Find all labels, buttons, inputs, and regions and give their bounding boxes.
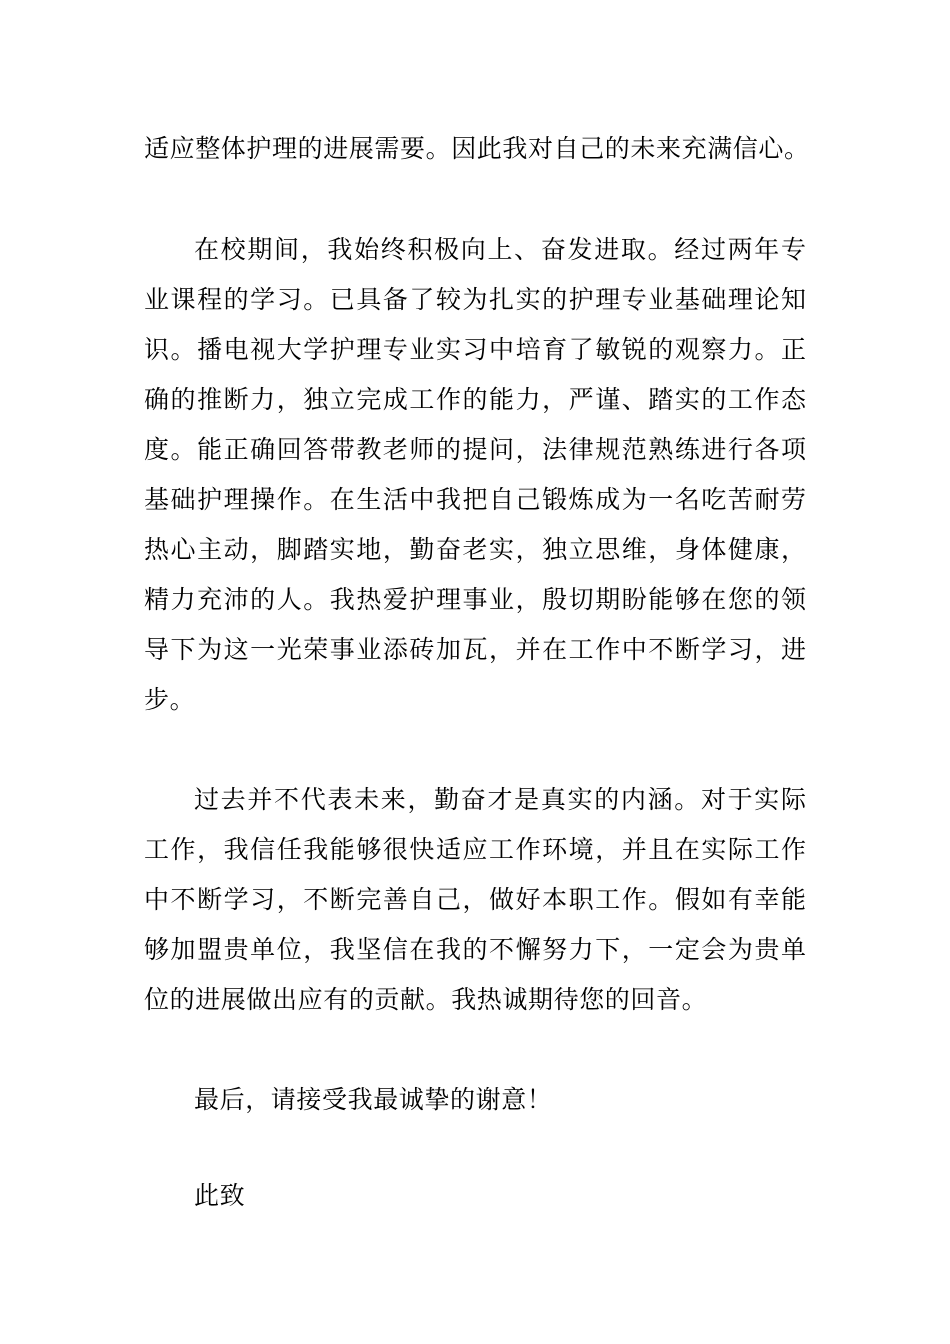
paragraph-2-line-5: 度。能正确回答带教老师的提问，法律规范熟练进行各项: [144, 435, 806, 464]
paragraph-2-line-3: 识。播电视大学护理专业实习中培育了敏锐的观察力。正: [144, 335, 806, 364]
paragraph-3-line-3: 中不断学习，不断完善自己，做好本职工作。假如有幸能: [144, 885, 806, 914]
paragraph-2-line-4: 确的推断力，独立完成工作的能力，严谨、踏实的工作态: [144, 385, 806, 414]
paragraph-3-line-5: 位的进展做出应有的贡献。我热诚期待您的回音。: [144, 985, 708, 1014]
paragraph-2-line-7: 热心主动，脚踏实地，勤奋老实，独立思维，身体健康，: [144, 535, 806, 564]
closing-thanks: 最后，请接受我最诚挚的谢意！: [194, 1085, 553, 1114]
paragraph-2-line-8: 精力充沛的人。我热爱护理事业，殷切期盼能够在您的领: [144, 585, 806, 614]
paragraph-3-line-4: 够加盟贵单位，我坚信在我的不懈努力下，一定会为贵单: [144, 935, 806, 964]
paragraph-2-line-2: 业课程的学习。已具备了较为扎实的护理专业基础理论知: [144, 285, 806, 314]
paragraph-2-line-1: 在校期间，我始终积极向上、奋发进取。经过两年专: [194, 235, 806, 264]
paragraph-3-line-1: 过去并不代表未来，勤奋才是真实的内涵。对于实际: [194, 785, 806, 814]
paragraph-2-line-6: 基础护理操作。在生活中我把自己锻炼成为一名吃苦耐劳: [144, 485, 806, 514]
paragraph-2-line-10: 步。: [144, 685, 196, 714]
closing-salutation: 此致: [194, 1181, 246, 1210]
paragraph-2-line-9: 导下为这一光荣事业添砖加瓦，并在工作中不断学习，进: [144, 635, 806, 664]
paragraph-1-line-1: 适应整体护理的进展需要。因此我对自己的未来充满信心。: [144, 134, 810, 163]
paragraph-3-line-2: 工作，我信任我能够很快适应工作环境，并且在实际工作: [144, 835, 806, 864]
